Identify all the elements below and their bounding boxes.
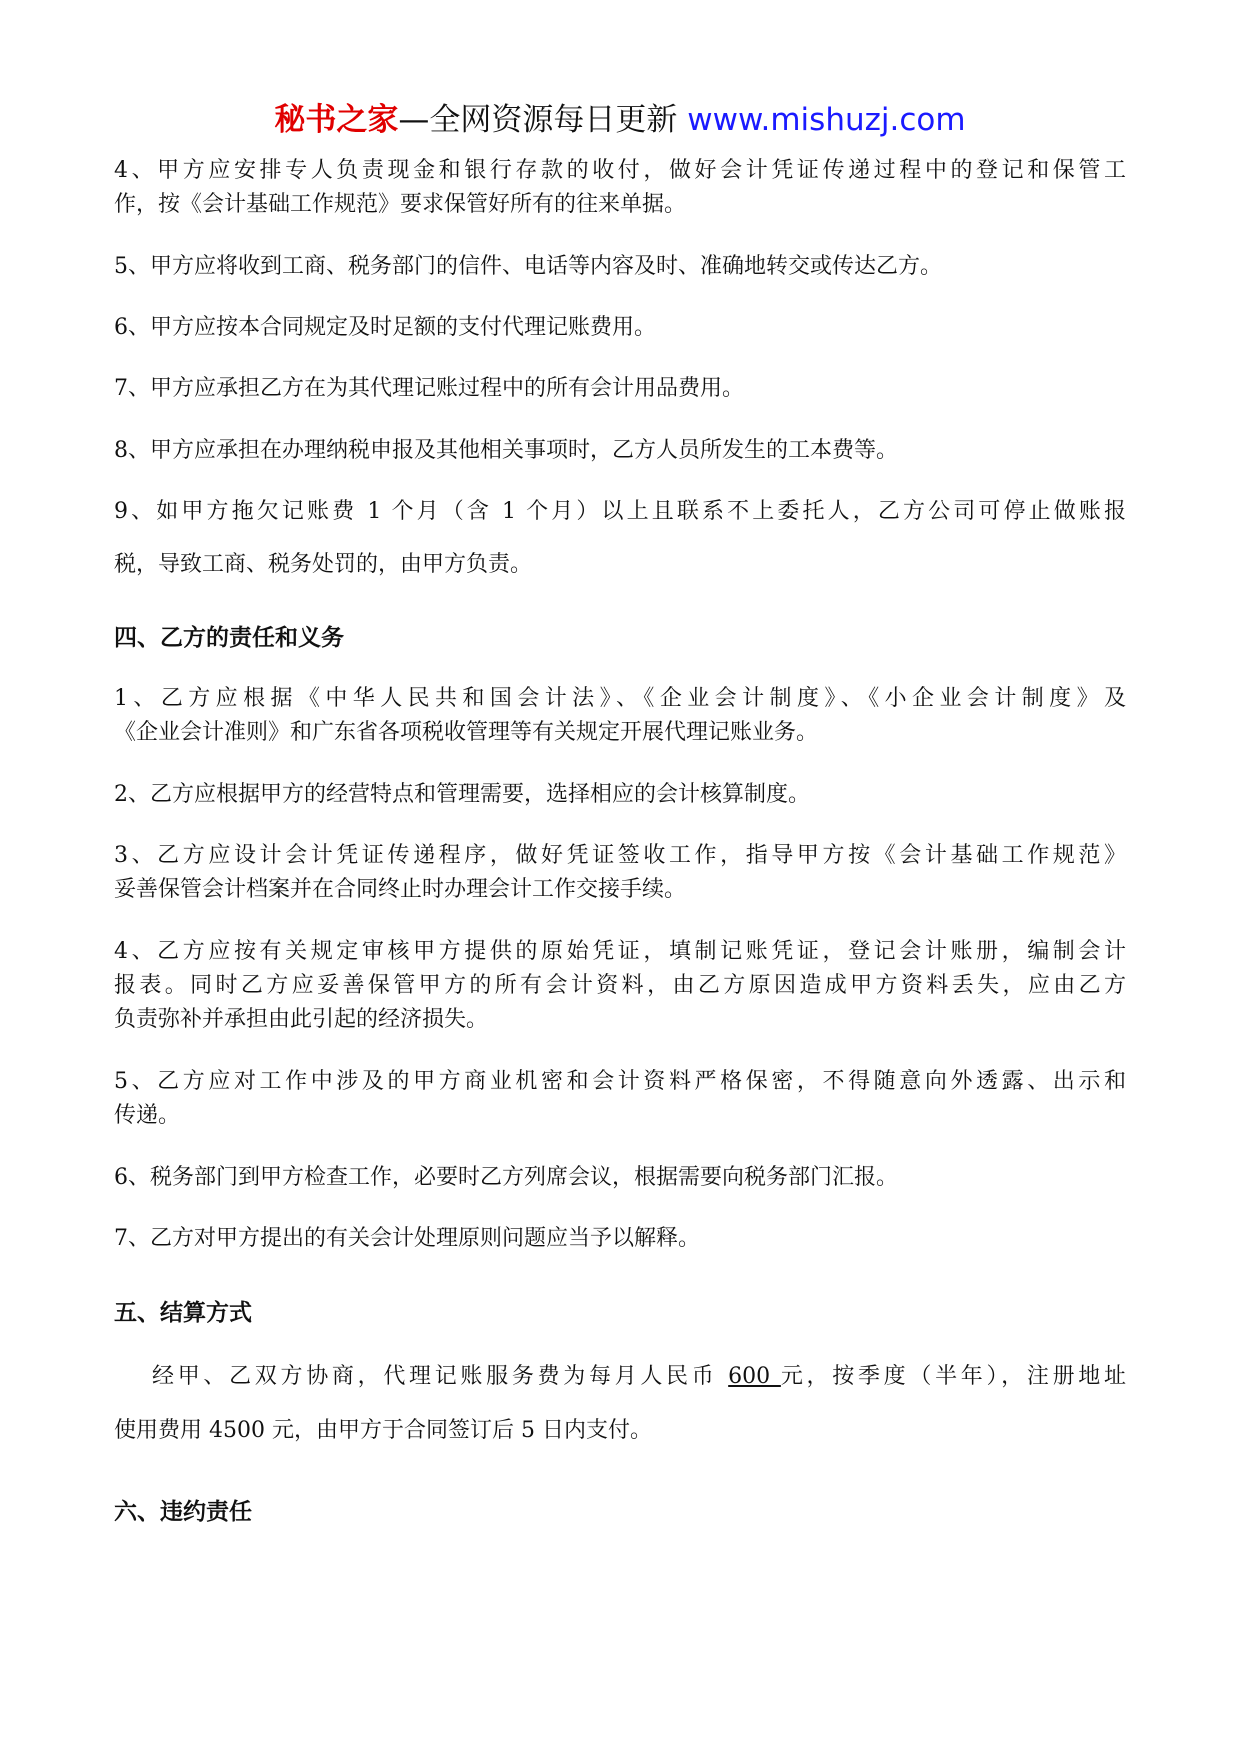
s3-p6: 6、甲方应按本合同规定及时足额的支付代理记账费用。 [114,315,656,340]
s5-line1-pre: 经甲、乙双方协商，代理记账服务费为每月人民币 [152,1364,729,1389]
s3-p5: 5、甲方应将收到工商、税务部门的信件、电话等内容及时、准确地转交或传达乙方。 [114,254,942,279]
s4-p3-line2: 妥善保管会计档案并在合同终止时办理会计工作交接手续。 [114,877,687,902]
s5-line1 [152,1362,1126,1392]
site-watermark-header [0,100,1240,140]
s3-p9-line1: 9、如甲方拖欠记账费 1 个月（含 1 个月）以上且联系不上委托人，乙方公司可停止做账报 [114,499,1126,524]
s3-p4-line1: 4、甲方应安排专人负责现金和银行存款的收付，做好会计凭证传递过程中的登记和保管工 [114,158,1126,183]
section-heading-5: 五、结算方式 [114,1300,252,1326]
s5-line1-post: 元，按季度（半年），注册地址 [780,1364,1126,1389]
s4-p5-line2: 传递。 [114,1103,181,1128]
site-url: www.mishuzj.com [687,102,966,138]
s4-p6: 6、税务部门到甲方检查工作，必要时乙方列席会议，根据需要向税务部门汇报。 [114,1165,898,1190]
s4-p4-line1: 4、乙方应按有关规定审核甲方提供的原始凭证，填制记账凭证，登记会计账册，编制会计 [114,939,1126,964]
s3-p9-line2: 税，导致工商、税务处罚的，由甲方负责。 [114,552,533,577]
s4-p3-line1: 3、乙方应设计会计凭证传递程序，做好凭证签收工作，指导甲方按《会计基础工作规范》 [114,843,1126,868]
s4-p4-line2: 报表。同时乙方应妥善保管甲方的所有会计资料，由乙方原因造成甲方资料丢失，应由乙方 [114,973,1126,998]
s3-p7: 7、甲方应承担乙方在为其代理记账过程中的所有会计用品费用。 [114,376,744,401]
s3-p4-line2: 作，按《会计基础工作规范》要求保管好所有的往来单据。 [114,192,687,217]
section-heading-4: 四、乙方的责任和义务 [114,625,344,651]
s4-p4-line3: 负责弥补并承担由此引起的经济损失。 [114,1007,489,1032]
tagline: —全网资源每日更新 [398,102,688,138]
s4-p7: 7、乙方对甲方提出的有关会计处理原则问题应当予以解释。 [114,1226,700,1251]
s4-p5-line1: 5、乙方应对工作中涉及的甲方商业机密和会计资料严格保密，不得随意向外透露、出示和 [114,1069,1126,1094]
s4-p1-line1: 1、乙方应根据《中华人民共和国会计法》、《企业会计制度》、《小企业会计制度》及 [114,686,1126,711]
fee-amount: 600 [728,1364,781,1389]
section-heading-6: 六、违约责任 [114,1499,252,1525]
s5-line2: 使用费用 4500 元，由甲方于合同签订后 5 日内支付。 [114,1418,652,1443]
brand-name: 秘书之家 [274,102,399,138]
s4-p1-line2: 《企业会计准则》和广东省各项税收管理等有关规定开展代理记账业务。 [114,720,819,745]
s4-p2: 2、乙方应根据甲方的经营特点和管理需要，选择相应的会计核算制度。 [114,782,810,807]
s3-p8: 8、甲方应承担在办理纳税申报及其他相关事项时，乙方人员所发生的工本费等。 [114,438,898,463]
